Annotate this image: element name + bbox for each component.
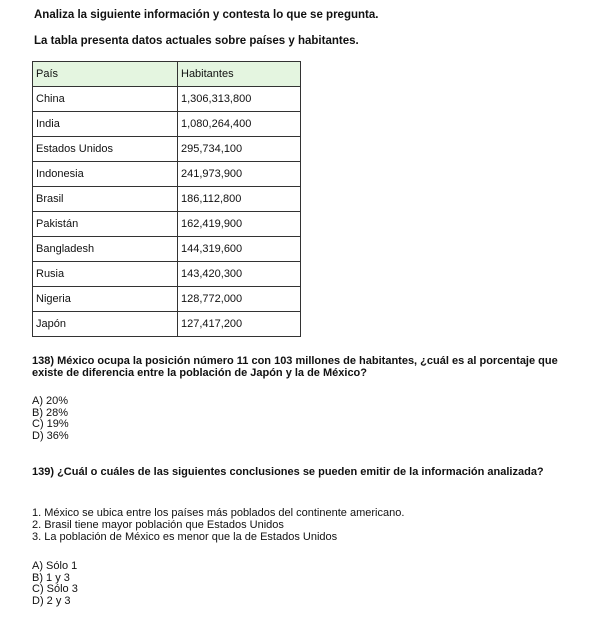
- country-cell: Japón: [33, 312, 178, 337]
- population-cell: 241,973,900: [178, 162, 301, 187]
- option-a: A) 20%: [32, 395, 69, 407]
- population-cell: 295,734,100: [178, 137, 301, 162]
- statement-3: 3. La población de México es menor que la de Estados Unidos: [32, 531, 338, 543]
- table-row: [33, 137, 301, 162]
- country-cell: Pakistán: [33, 212, 178, 237]
- country-cell: Bangladesh: [33, 237, 178, 262]
- header-country: País: [33, 62, 178, 87]
- option-d: D) 2 y 3: [32, 594, 71, 607]
- table-row: [33, 87, 301, 112]
- country-cell: China: [33, 87, 178, 112]
- population-cell: 144,319,600: [178, 237, 301, 262]
- question-138-options: [32, 396, 69, 442]
- population-table: [32, 61, 301, 337]
- country-cell: Indonesia: [33, 162, 178, 187]
- population-cell: 127,417,200: [178, 312, 301, 337]
- header-population: Habitantes: [178, 62, 301, 87]
- question-139-statements: [32, 507, 404, 543]
- table-row: [33, 287, 301, 312]
- population-cell: 128,772,000: [178, 287, 301, 312]
- table-row: [33, 162, 301, 187]
- population-cell: 1,080,264,400: [178, 112, 301, 137]
- option-c: C) 19%: [32, 418, 69, 430]
- table-row: [33, 237, 301, 262]
- option-b: B) 28%: [32, 406, 69, 419]
- country-cell: India: [33, 112, 178, 137]
- country-cell: Estados Unidos: [33, 137, 178, 162]
- table-caption: La tabla presenta datos actuales sobre países y habitantes.: [34, 35, 359, 47]
- table-row: [33, 262, 301, 287]
- population-cell: 186,112,800: [178, 187, 301, 212]
- option-a: A) Sólo 1: [32, 560, 78, 572]
- table-row: [33, 187, 301, 212]
- population-cell: 1,306,313,800: [178, 87, 301, 112]
- option-c: C) Sólo 3: [32, 583, 78, 595]
- option-b: B) 1 y 3: [32, 571, 70, 584]
- statement-2: 2. Brasil tiene mayor población que Estados Unidos: [32, 519, 284, 531]
- country-cell: Rusia: [33, 262, 178, 287]
- statement-1: 1. México se ubica entre los países más poblados del continente americano.: [32, 507, 405, 519]
- table-row: [33, 312, 301, 337]
- population-cell: 143,420,300: [178, 262, 301, 287]
- table-header-row: [33, 62, 301, 87]
- question-139: 139) ¿Cuál o cuáles de las siguientes conclusiones se pueden emitir de la información analizada?: [32, 466, 544, 478]
- question-139-options: [32, 561, 78, 607]
- country-cell: Brasil: [33, 187, 178, 212]
- table-row: [33, 112, 301, 137]
- option-d: D) 36%: [32, 429, 69, 442]
- instruction-text: Analiza la siguiente información y contesta lo que se pregunta.: [34, 9, 379, 21]
- question-138: 138) México ocupa la posición número 11 con 103 millones de habitantes, ¿cuál es al porcentaje que existe de diferencia entre la población de Japón y la de México?: [32, 355, 558, 379]
- table-row: [33, 212, 301, 237]
- population-cell: 162,419,900: [178, 212, 301, 237]
- country-cell: Nigeria: [33, 287, 178, 312]
